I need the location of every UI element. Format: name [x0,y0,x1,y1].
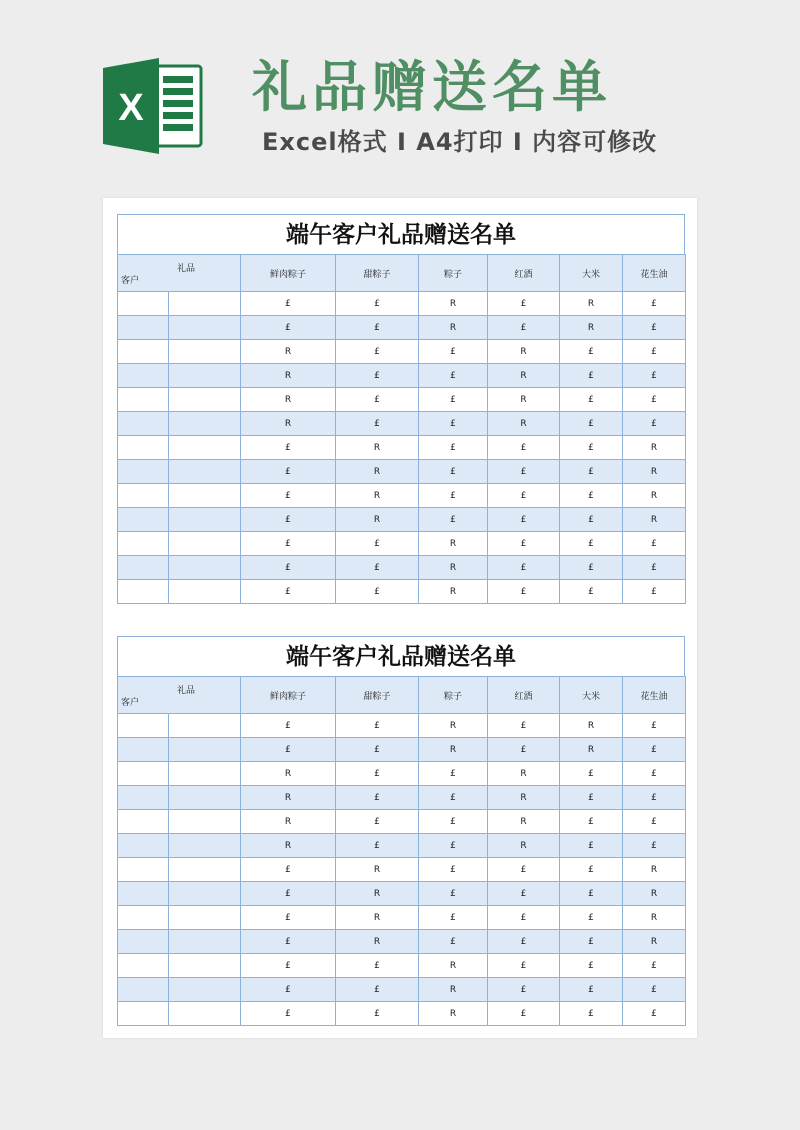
table-row [118,786,686,810]
gift-mark-cell[interactable]: £ [623,786,686,810]
gift-mark-cell[interactable]: £ [488,556,560,580]
gift-mark-cell[interactable]: £ [336,738,419,762]
gift-mark-cell[interactable]: £ [336,580,419,604]
gift-mark-cell[interactable]: £ [336,340,419,364]
customer-detail-cell[interactable] [169,882,241,906]
table-row [118,1002,686,1026]
gift-mark-cell[interactable]: R [336,906,419,930]
gift-mark-cell[interactable]: £ [623,580,686,604]
customer-cell[interactable] [118,556,169,580]
customer-cell[interactable] [118,954,169,978]
gift-mark-cell[interactable]: £ [560,556,623,580]
customer-cell[interactable] [118,906,169,930]
customer-cell[interactable] [118,388,169,412]
gift-mark-cell[interactable]: £ [419,340,488,364]
gift-mark-cell[interactable]: £ [336,1002,419,1026]
customer-cell[interactable] [118,484,169,508]
gift-mark-cell[interactable]: R [623,508,686,532]
customer-cell[interactable] [118,364,169,388]
gift-mark-cell[interactable]: £ [336,786,419,810]
gift-mark-cell[interactable]: £ [336,954,419,978]
customer-cell[interactable] [118,882,169,906]
gift-mark-cell[interactable]: £ [336,556,419,580]
gift-mark-cell[interactable]: £ [419,484,488,508]
column-header: 鲜肉粽子 [241,255,336,292]
gift-mark-cell[interactable]: £ [419,508,488,532]
gift-mark-cell[interactable]: £ [560,978,623,1002]
gift-mark-cell[interactable]: £ [623,762,686,786]
gift-mark-cell[interactable]: £ [560,834,623,858]
gift-mark-cell[interactable]: R [488,364,560,388]
gift-mark-cell[interactable]: £ [419,460,488,484]
customer-detail-cell[interactable] [169,858,241,882]
gift-mark-cell[interactable]: R [488,786,560,810]
gift-mark-cell[interactable]: R [623,484,686,508]
customer-detail-cell[interactable] [169,810,241,834]
gift-mark-cell[interactable]: R [419,978,488,1002]
gift-mark-cell[interactable]: £ [488,714,560,738]
gift-mark-cell[interactable]: £ [488,954,560,978]
gift-table [117,254,686,604]
customer-detail-cell[interactable] [169,340,241,364]
gift-mark-cell[interactable]: £ [336,532,419,556]
gift-mark-cell[interactable]: £ [560,810,623,834]
gift-mark-cell[interactable]: £ [623,292,686,316]
gift-mark-cell[interactable]: £ [488,460,560,484]
customer-cell[interactable] [118,508,169,532]
gift-table [117,676,686,1026]
gift-mark-cell[interactable]: £ [560,508,623,532]
gift-mark-cell[interactable]: £ [241,292,336,316]
column-header: 花生油 [623,677,686,714]
gift-mark-cell[interactable]: R [623,858,686,882]
customer-detail-cell[interactable] [169,834,241,858]
gift-mark-cell[interactable]: £ [560,1002,623,1026]
gift-mark-cell[interactable]: £ [419,364,488,388]
gift-mark-cell[interactable]: £ [488,738,560,762]
customer-detail-cell[interactable] [169,484,241,508]
customer-detail-cell[interactable] [169,388,241,412]
table-row [118,316,686,340]
customer-cell[interactable] [118,738,169,762]
gift-mark-cell[interactable]: R [623,436,686,460]
gift-mark-cell[interactable]: £ [336,834,419,858]
customer-detail-cell[interactable] [169,738,241,762]
gift-mark-cell[interactable]: R [623,882,686,906]
table-row [118,954,686,978]
gift-mark-cell[interactable]: £ [241,954,336,978]
corner-label-gift: 礼品 [176,264,195,274]
column-header: 粽子 [419,255,488,292]
gift-mark-cell[interactable]: £ [241,714,336,738]
gift-mark-cell[interactable]: £ [623,810,686,834]
gift-mark-cell[interactable]: £ [241,1002,336,1026]
gift-mark-cell[interactable]: R [241,834,336,858]
table-row [118,882,686,906]
gift-list-block-2 [117,636,685,1026]
gift-mark-cell[interactable]: £ [241,906,336,930]
gift-mark-cell[interactable]: R [419,714,488,738]
customer-cell[interactable] [118,978,169,1002]
gift-mark-cell[interactable]: £ [419,834,488,858]
customer-cell[interactable] [118,436,169,460]
customer-detail-cell[interactable] [169,906,241,930]
gift-mark-cell[interactable]: £ [488,906,560,930]
gift-mark-cell[interactable]: R [241,786,336,810]
gift-mark-cell[interactable]: £ [560,532,623,556]
gift-mark-cell[interactable]: £ [241,738,336,762]
gift-mark-cell[interactable]: R [623,460,686,484]
customer-cell[interactable] [118,1002,169,1026]
customer-detail-cell[interactable] [169,762,241,786]
customer-detail-cell[interactable] [169,292,241,316]
gift-mark-cell[interactable]: £ [336,978,419,1002]
gift-mark-cell[interactable]: £ [623,738,686,762]
gift-mark-cell[interactable]: £ [560,364,623,388]
gift-mark-cell[interactable]: £ [560,460,623,484]
gift-mark-cell[interactable]: £ [336,292,419,316]
gift-mark-cell[interactable]: £ [419,858,488,882]
customer-cell[interactable] [118,810,169,834]
gift-mark-cell[interactable]: £ [560,340,623,364]
gift-table-body [118,677,686,1026]
gift-mark-cell[interactable]: R [336,460,419,484]
gift-mark-cell[interactable]: £ [623,364,686,388]
gift-mark-cell[interactable]: R [560,738,623,762]
gift-mark-cell[interactable]: R [488,412,560,436]
gift-mark-cell[interactable]: £ [623,834,686,858]
gift-mark-cell[interactable]: £ [488,882,560,906]
customer-cell[interactable] [118,412,169,436]
customer-cell[interactable] [118,316,169,340]
gift-mark-cell[interactable]: £ [336,388,419,412]
customer-detail-cell[interactable] [169,954,241,978]
column-header: 大米 [560,677,623,714]
gift-mark-cell[interactable]: £ [419,930,488,954]
gift-mark-cell[interactable]: £ [336,714,419,738]
table-row [118,978,686,1002]
document-sheet [103,198,697,1038]
gift-mark-cell[interactable]: £ [419,906,488,930]
gift-mark-cell[interactable]: R [419,738,488,762]
gift-mark-cell[interactable]: £ [623,412,686,436]
sheet-title: 端午客户礼品赠送名单 [117,214,685,254]
gift-mark-cell[interactable]: £ [560,436,623,460]
table-row [118,762,686,786]
gift-mark-cell[interactable]: £ [241,580,336,604]
table-row [118,388,686,412]
gift-mark-cell[interactable]: R [488,388,560,412]
gift-mark-cell[interactable]: £ [623,340,686,364]
gift-mark-cell[interactable]: R [419,316,488,340]
gift-mark-cell[interactable]: £ [419,436,488,460]
customer-cell[interactable] [118,762,169,786]
gift-mark-cell[interactable]: R [488,762,560,786]
gift-mark-cell[interactable]: £ [241,508,336,532]
gift-mark-cell[interactable]: £ [419,882,488,906]
gift-mark-cell[interactable]: R [560,316,623,340]
gift-mark-cell[interactable]: £ [623,714,686,738]
gift-table-body [118,255,686,604]
gift-mark-cell[interactable]: £ [419,412,488,436]
customer-cell[interactable] [118,714,169,738]
column-header: 粽子 [419,677,488,714]
page-subtitle: Excel格式 I A4打印 I 内容可修改 [262,128,658,156]
gift-mark-cell[interactable]: £ [488,508,560,532]
gift-mark-cell[interactable]: £ [241,484,336,508]
gift-mark-cell[interactable]: £ [241,930,336,954]
customer-detail-cell[interactable] [169,714,241,738]
gift-mark-cell[interactable]: £ [419,762,488,786]
customer-cell[interactable] [118,834,169,858]
customer-cell[interactable] [118,786,169,810]
customer-cell[interactable] [118,340,169,364]
gift-mark-cell[interactable]: R [241,810,336,834]
customer-detail-cell[interactable] [169,786,241,810]
gift-mark-cell[interactable]: R [241,340,336,364]
column-header: 甜粽子 [336,677,419,714]
gift-mark-cell[interactable]: £ [419,786,488,810]
column-header: 鲜肉粽子 [241,677,336,714]
excel-logo-icon [103,58,205,154]
gift-mark-cell[interactable]: £ [560,484,623,508]
gift-mark-cell[interactable]: £ [488,484,560,508]
table-row [118,292,686,316]
table-row [118,930,686,954]
corner-label-gift: 礼品 [176,686,195,696]
table-row [118,460,686,484]
gift-mark-cell[interactable]: £ [488,580,560,604]
table-row [118,714,686,738]
gift-mark-cell[interactable]: £ [488,930,560,954]
gift-mark-cell[interactable]: £ [241,436,336,460]
gift-mark-cell[interactable]: £ [488,978,560,1002]
logo-letter: X [118,87,144,129]
gift-mark-cell[interactable]: £ [560,906,623,930]
gift-mark-cell[interactable]: R [336,882,419,906]
table-row [118,580,686,604]
table-row [118,906,686,930]
customer-cell[interactable] [118,930,169,954]
gift-mark-cell[interactable]: £ [560,580,623,604]
gift-mark-cell[interactable]: R [336,484,419,508]
gift-mark-cell[interactable]: £ [488,292,560,316]
gift-mark-cell[interactable]: £ [623,1002,686,1026]
gift-mark-cell[interactable]: £ [336,412,419,436]
corner-header-cell [118,677,241,714]
table-row [118,484,686,508]
gift-mark-cell[interactable]: £ [623,388,686,412]
gift-mark-cell[interactable]: R [560,292,623,316]
gift-mark-cell[interactable]: £ [560,858,623,882]
table-row [118,738,686,762]
corner-header-cell [118,255,241,292]
gift-mark-cell[interactable]: R [488,810,560,834]
gift-mark-cell[interactable]: R [241,762,336,786]
column-header: 花生油 [623,255,686,292]
gift-mark-cell[interactable]: £ [241,882,336,906]
gift-mark-cell[interactable]: £ [623,954,686,978]
customer-detail-cell[interactable] [169,412,241,436]
gift-mark-cell[interactable]: R [419,292,488,316]
gift-mark-cell[interactable]: R [419,532,488,556]
gift-mark-cell[interactable]: £ [560,882,623,906]
gift-mark-cell[interactable]: £ [560,786,623,810]
gift-mark-cell[interactable]: R [623,906,686,930]
table-row [118,436,686,460]
table-header-row [118,255,686,292]
gift-mark-cell[interactable]: £ [488,316,560,340]
gift-mark-cell[interactable]: £ [488,436,560,460]
gift-mark-cell[interactable]: £ [241,532,336,556]
column-header: 大米 [560,255,623,292]
gift-mark-cell[interactable]: £ [336,316,419,340]
customer-detail-cell[interactable] [169,364,241,388]
gift-mark-cell[interactable]: £ [241,556,336,580]
gift-mark-cell[interactable]: £ [336,810,419,834]
gift-mark-cell[interactable]: £ [488,532,560,556]
gift-mark-cell[interactable]: R [336,436,419,460]
gift-mark-cell[interactable]: R [336,930,419,954]
gift-mark-cell[interactable]: £ [560,412,623,436]
gift-mark-cell[interactable]: £ [419,810,488,834]
gift-mark-cell[interactable]: £ [241,978,336,1002]
gift-mark-cell[interactable]: £ [623,556,686,580]
gift-mark-cell[interactable]: R [419,556,488,580]
gift-mark-cell[interactable]: R [241,364,336,388]
gift-mark-cell[interactable]: R [241,412,336,436]
customer-cell[interactable] [118,460,169,484]
gift-mark-cell[interactable]: £ [560,762,623,786]
gift-mark-cell[interactable]: R [488,834,560,858]
gift-mark-cell[interactable]: R [419,954,488,978]
header-banner [0,0,800,190]
customer-detail-cell[interactable] [169,460,241,484]
gift-mark-cell[interactable]: R [623,930,686,954]
table-row [118,556,686,580]
customer-cell[interactable] [118,580,169,604]
gift-mark-cell[interactable]: R [241,388,336,412]
gift-mark-cell[interactable]: £ [560,930,623,954]
customer-detail-cell[interactable] [169,508,241,532]
customer-cell[interactable] [118,858,169,882]
gift-mark-cell[interactable]: £ [488,1002,560,1026]
corner-label-customer: 客户 [121,276,140,286]
table-row [118,858,686,882]
customer-detail-cell[interactable] [169,532,241,556]
customer-detail-cell[interactable] [169,556,241,580]
gift-mark-cell[interactable]: £ [623,316,686,340]
customer-cell[interactable] [118,292,169,316]
customer-detail-cell[interactable] [169,1002,241,1026]
column-header: 红酒 [488,255,560,292]
page-title: 礼品赠送名单 [252,55,613,119]
sheet-title: 端午客户礼品赠送名单 [117,636,685,676]
corner-label-customer: 客户 [121,698,140,708]
customer-detail-cell[interactable] [169,930,241,954]
column-header: 红酒 [488,677,560,714]
gift-mark-cell[interactable]: £ [241,316,336,340]
gift-mark-cell[interactable]: £ [623,532,686,556]
gift-mark-cell[interactable]: £ [241,460,336,484]
gift-mark-cell[interactable]: £ [560,954,623,978]
gift-mark-cell[interactable]: £ [488,858,560,882]
gift-mark-cell[interactable]: R [419,580,488,604]
table-row [118,810,686,834]
table-row [118,412,686,436]
customer-detail-cell[interactable] [169,436,241,460]
table-header-row [118,677,686,714]
customer-detail-cell[interactable] [169,978,241,1002]
gift-mark-cell[interactable]: R [336,508,419,532]
customer-detail-cell[interactable] [169,316,241,340]
gift-mark-cell[interactable]: R [488,340,560,364]
gift-mark-cell[interactable]: R [560,714,623,738]
gift-mark-cell[interactable]: R [336,858,419,882]
gift-mark-cell[interactable]: £ [336,762,419,786]
customer-cell[interactable] [118,532,169,556]
gift-mark-cell[interactable]: £ [241,858,336,882]
gift-mark-cell[interactable]: £ [560,388,623,412]
gift-mark-cell[interactable]: £ [623,978,686,1002]
column-header: 甜粽子 [336,255,419,292]
table-row [118,508,686,532]
table-row [118,834,686,858]
customer-detail-cell[interactable] [169,580,241,604]
table-row [118,364,686,388]
gift-mark-cell[interactable]: R [419,1002,488,1026]
table-row [118,340,686,364]
table-row [118,532,686,556]
gift-list-block-1 [117,214,685,604]
gift-mark-cell[interactable]: £ [419,388,488,412]
gift-mark-cell[interactable]: £ [336,364,419,388]
